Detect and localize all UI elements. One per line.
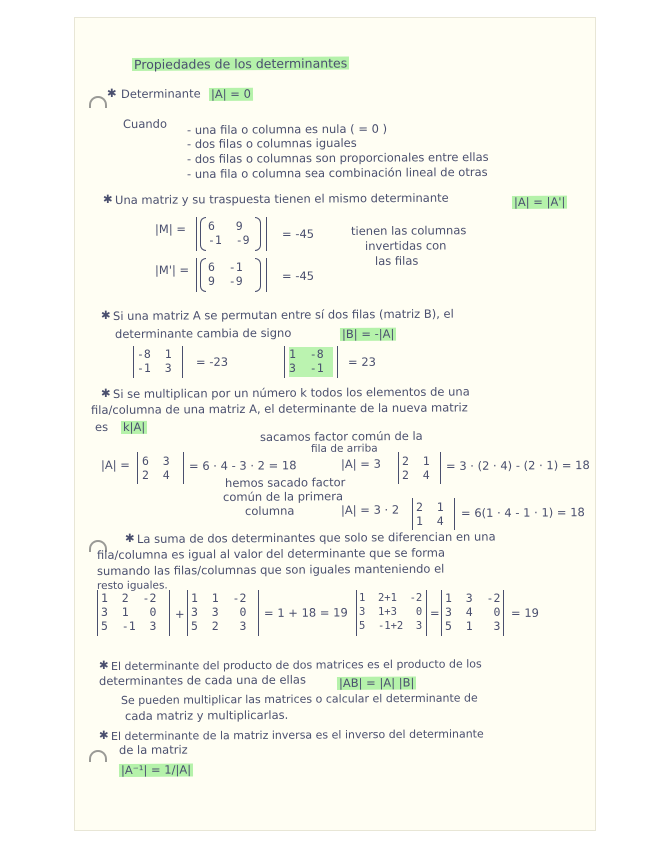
binder-hole-top — [89, 96, 107, 108]
p5-m4-r2: 3 4 0 — [445, 605, 501, 619]
p1-formula: |A| = 0 — [210, 86, 251, 101]
p7-line1: El determinante de la matriz inversa es el inverso del determinante — [110, 727, 484, 743]
p5-m1-r1: 1 2 -2 — [101, 591, 157, 605]
det-bar — [337, 346, 338, 378]
p3-m1-r1: -8 1 — [137, 347, 172, 361]
p3-m1-result: = -23 — [195, 354, 229, 369]
p4-b-r1: 2 1 — [402, 454, 430, 468]
p4-c-r2: 1 4 — [416, 514, 444, 528]
p4-a-calc: = 6 · 4 - 3 · 2 = 18 — [188, 458, 297, 473]
p1-item-1: - una fila o columna es nula ( = 0 ) — [186, 121, 388, 137]
bullet-icon: ✱ — [124, 530, 135, 545]
p5-m3-r1: 1 2+1 -2 — [359, 592, 423, 604]
p5-line1: La suma de dos determinantes que solo se diferencian en una — [136, 529, 496, 546]
det-bar — [440, 452, 441, 484]
det-bar — [503, 590, 504, 636]
p6-formula: |AB| = |A| |B| — [338, 675, 415, 690]
p1-item-4: - una fila o columna sea combinación lineal de otras — [186, 164, 488, 181]
det-bar — [169, 590, 170, 636]
p4-a-label: |A| = — [100, 457, 130, 472]
p3-m2-r2: 3 -1 — [289, 361, 324, 375]
p6-line1: El determinante del producto de dos matrices es el producto de los — [110, 657, 482, 673]
p4-b-calc: = 3 · (2 · 4) - (2 · 1) = 18 — [445, 457, 590, 473]
p5-final: = 19 — [510, 605, 539, 620]
p7-line2: de la matriz — [118, 742, 188, 757]
p4-a-r2: 2 4 — [142, 468, 170, 482]
p5-line3: sumando las filas/columnas que son iguales manteniendo el — [96, 561, 445, 578]
det-bar — [137, 452, 138, 484]
det-bar — [97, 590, 98, 636]
p5-m2-r1: 1 1 -2 — [191, 591, 247, 605]
paren — [200, 217, 206, 251]
p3-line2: determinante cambia de signo — [114, 325, 292, 341]
p5-line4: resto iguales. — [96, 579, 168, 592]
p3-m1-r2: -1 3 — [137, 361, 172, 375]
p5-line2: fila/columna es igual al valor del determinante que se forma — [96, 545, 446, 562]
det-bar — [196, 258, 197, 292]
p6-line2: determinantes de cada una de ellas — [98, 672, 307, 688]
p2-text: Una matriz y su traspuesta tienen el mismo determinante — [114, 190, 449, 207]
p2-note-2: invertidas con — [364, 238, 447, 253]
p7-formula: |A⁻¹| = 1/|A| — [120, 762, 192, 777]
det-bar — [412, 498, 413, 530]
p2-row1-label: |M| = — [154, 221, 187, 236]
p4-line3: es — [94, 419, 109, 434]
p4-b-r2: 2 4 — [402, 468, 430, 482]
paren — [200, 258, 206, 292]
det-bar — [187, 590, 188, 636]
det-bar — [183, 452, 184, 484]
p2-row2-r2: 9 -9 — [208, 274, 243, 288]
bullet-icon: ✱ — [100, 307, 111, 322]
bullet-icon: ✱ — [98, 727, 109, 742]
p5-m2-r3: 5 2 3 — [191, 619, 247, 633]
p4-line2: fila/columna de una matriz A, el determinante de la nueva matriz — [90, 400, 468, 417]
binder-hole-bottom — [89, 750, 107, 762]
p4-b-label: |A| = 3 — [340, 456, 381, 471]
page-title: Propiedades de los determinantes — [133, 55, 348, 72]
p4-c-label: |A| = 3 · 2 — [340, 502, 400, 517]
p5-m3-r2: 3 1+3 0 — [359, 606, 423, 618]
bullet-icon: ✱ — [102, 191, 113, 206]
p5-sum-result: = 1 + 18 = 19 — [263, 605, 348, 620]
det-bar — [284, 346, 285, 378]
p6-line3: Se pueden multiplicar las matrices o calcular el determinante de — [120, 691, 478, 707]
p4-c-calc: = 6(1 · 4 - 1 · 1) = 18 — [460, 505, 585, 520]
p2-row2-result: = -45 — [281, 268, 315, 283]
p3-line1: Si una matriz A se permutan entre sí dos filas (matriz B), el — [112, 306, 454, 323]
p2-row2-label: |M'| = — [154, 262, 190, 277]
det-bar — [454, 498, 455, 530]
p2-row1-result: = -45 — [281, 226, 315, 241]
bullet-icon: ✱ — [100, 385, 111, 400]
paren — [255, 258, 261, 292]
det-bar — [182, 346, 183, 378]
p6-line4: cada matriz y multiplicarlas. — [124, 707, 289, 723]
p1-item-2: - dos filas o columnas iguales — [186, 135, 357, 151]
p4-note-mid-2: común de la primera — [222, 489, 344, 504]
p4-note-top1: sacamos factor común de la — [259, 428, 423, 444]
p2-formula: |A| = |A'| — [513, 194, 566, 209]
p4-note-mid-3: columna — [244, 503, 295, 518]
paren — [255, 217, 261, 251]
det-bar — [356, 590, 357, 636]
p5-m1-r3: 5 -1 3 — [101, 619, 157, 633]
p2-row2-r1: 6 -1 — [208, 260, 243, 274]
p4-line1: Si se multiplican por un número k todos los elementos de una — [112, 384, 470, 401]
p2-row1-r1: 6 9 — [208, 219, 243, 233]
p2-row1-r2: -1 -9 — [208, 233, 250, 247]
p5-m2-r2: 3 3 0 — [191, 605, 247, 619]
p5-m4-r1: 1 3 -2 — [445, 591, 501, 605]
det-bar — [441, 590, 442, 636]
p1-item-3: - dos filas o columnas son proporcionales entre ellas — [186, 149, 489, 166]
p5-m3-r3: 5 -1+2 3 — [359, 620, 423, 632]
p4-a-r1: 6 3 — [142, 454, 170, 468]
p5-plus: + — [174, 606, 185, 621]
p5-m4-r3: 5 1 3 — [445, 619, 501, 633]
p5-m1-r2: 3 1 0 — [101, 605, 157, 619]
det-bar — [398, 452, 399, 484]
p2-note-1: tienen las columnas — [350, 223, 467, 238]
bullet-icon: ✱ — [98, 657, 109, 672]
p3-m2-result: = 23 — [347, 354, 376, 369]
p4-c-r1: 2 1 — [416, 500, 444, 514]
bullet-icon: ✱ — [106, 85, 117, 100]
p4-note-top2: fila de arriba — [310, 442, 378, 455]
det-bar — [258, 590, 259, 636]
det-bar — [196, 217, 197, 251]
det-bar — [133, 346, 134, 378]
det-bar — [426, 590, 427, 636]
det-bar — [266, 217, 267, 251]
p4-formula: k|A| — [122, 419, 146, 434]
p2-note-3: las filas — [374, 253, 419, 268]
p1-cuando: Cuando — [122, 116, 168, 131]
p3-formula: |B| = -|A| — [341, 326, 395, 341]
det-bar — [266, 258, 267, 292]
p3-m2-r1: 1 -8 — [289, 347, 324, 361]
notebook-page — [75, 18, 595, 830]
p4-note-mid-1: hemos sacado factor — [224, 475, 346, 490]
p5-equals: = — [429, 605, 440, 620]
p1-lead: Determinante — [120, 86, 201, 101]
